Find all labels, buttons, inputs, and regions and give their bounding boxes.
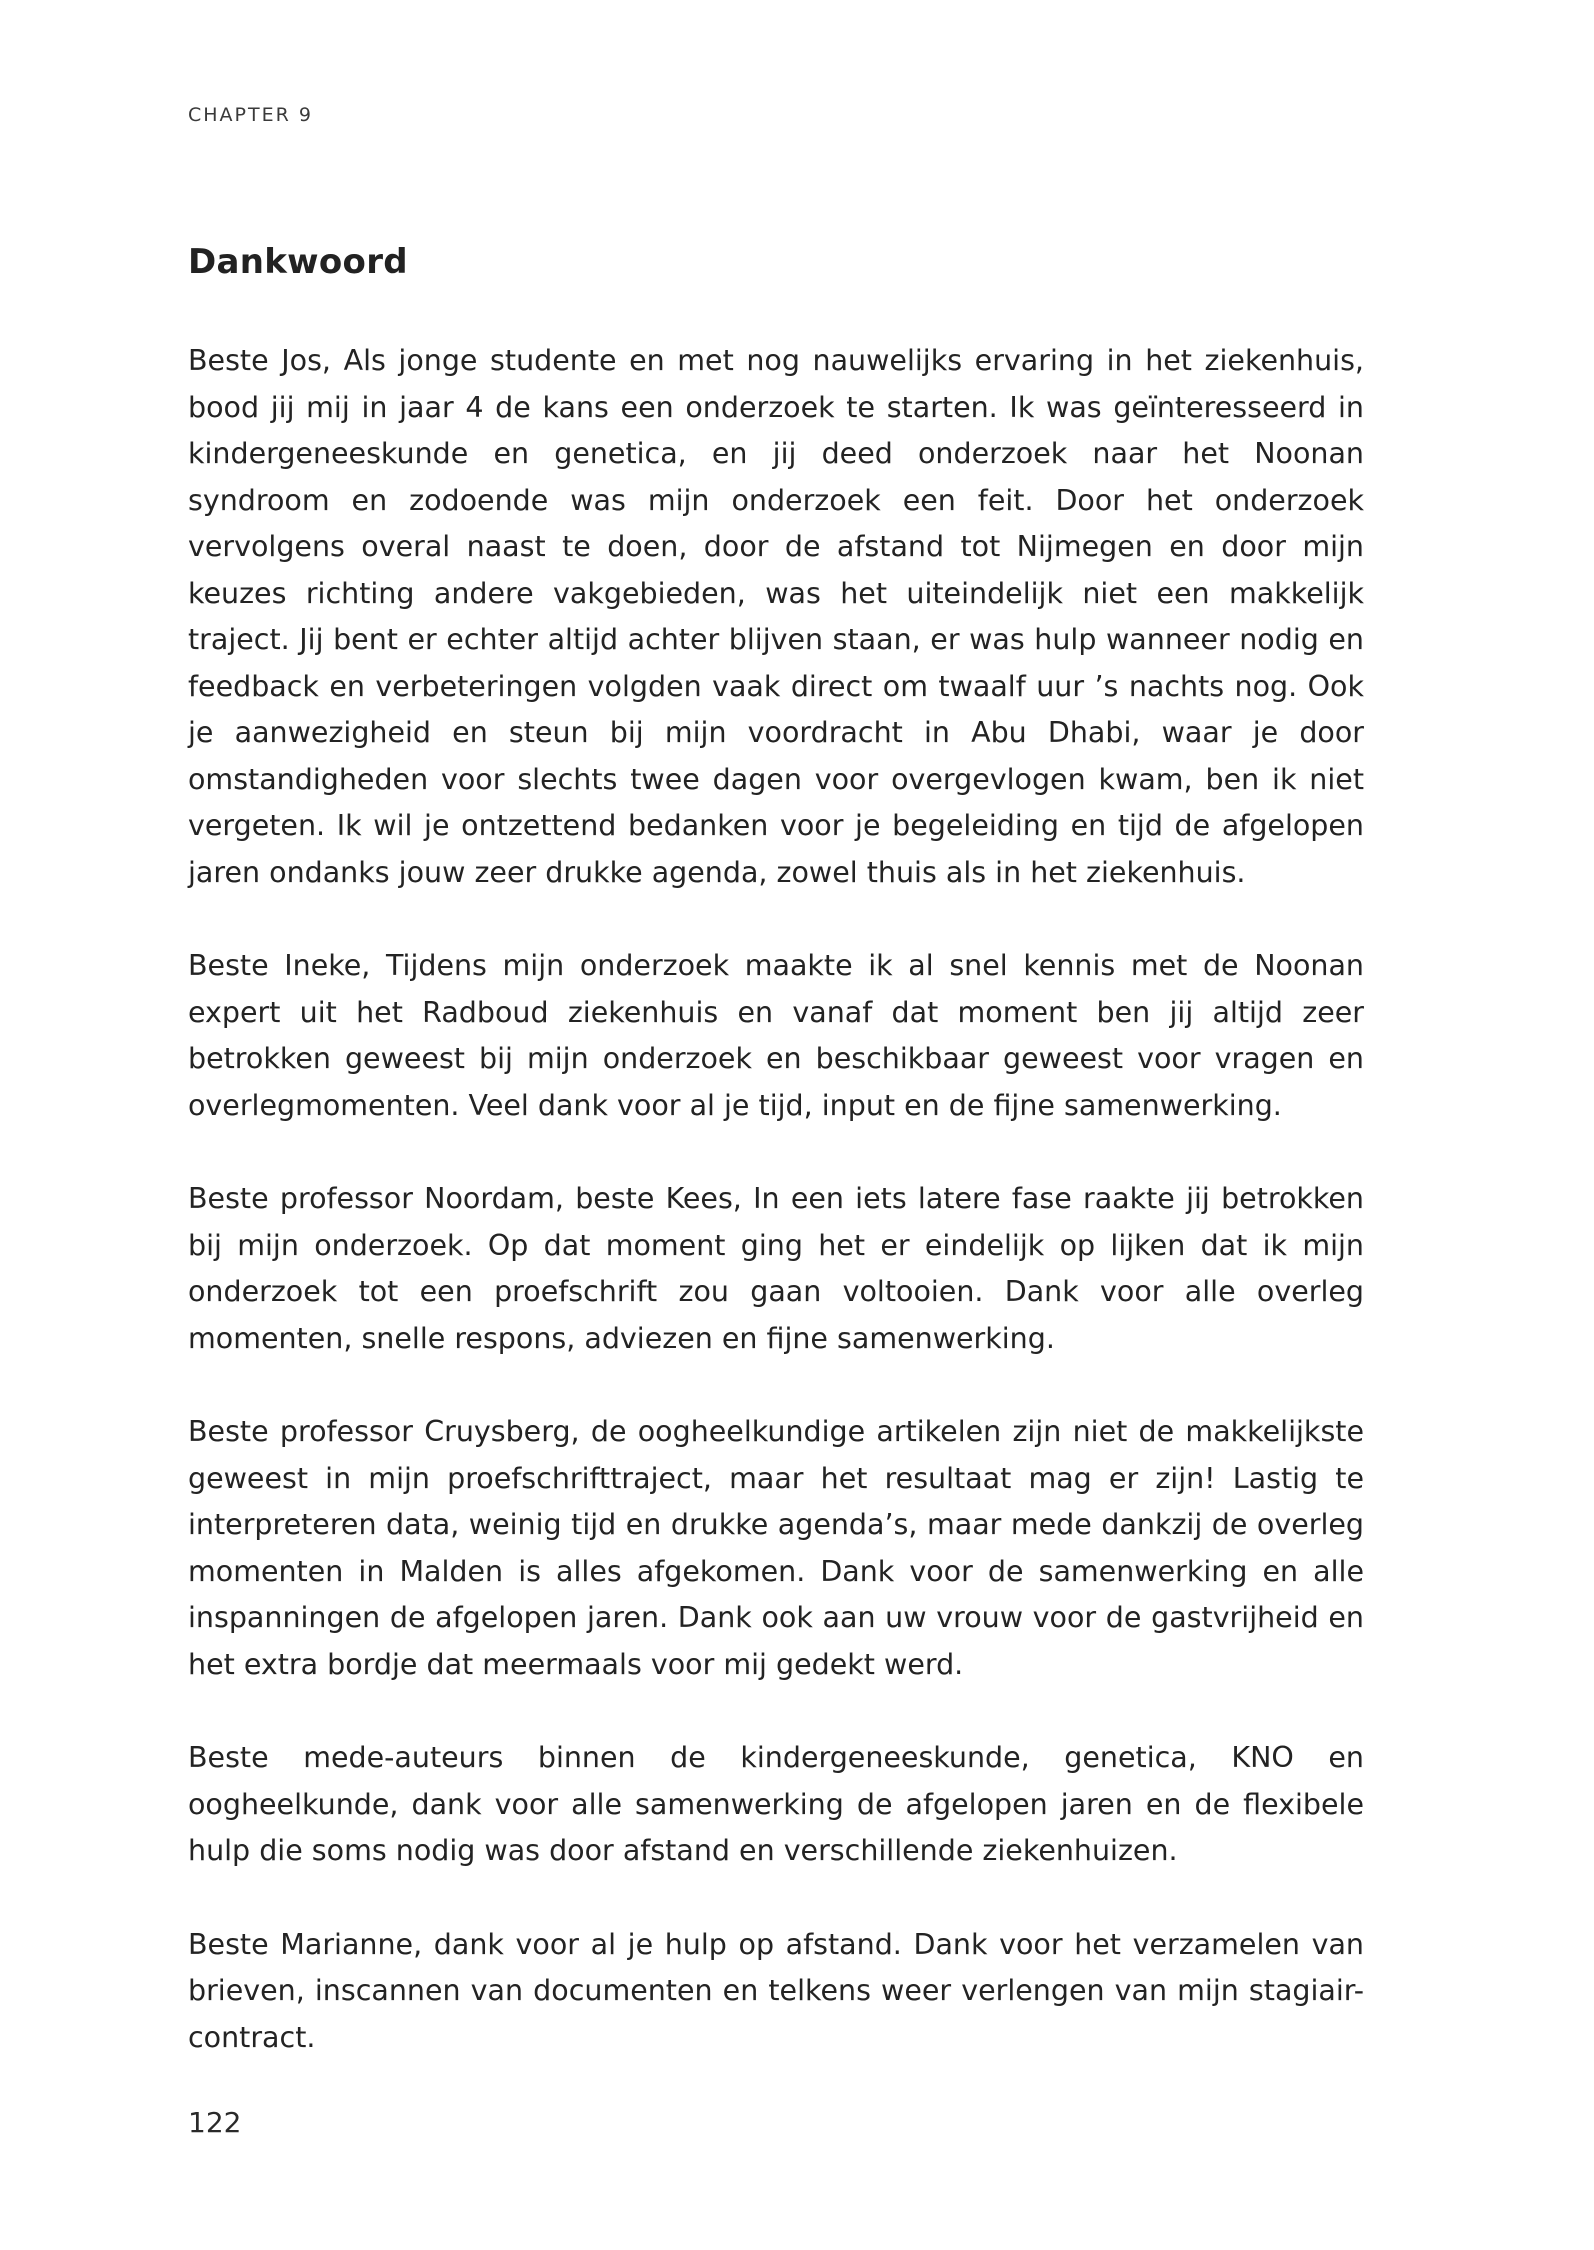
paragraph-cruysberg: Beste professor Cruysberg, de oogheelkundige artikelen zijn niet de makkelijkste geweest in mijn proefschrifttraject, maar het resultaat mag er zijn! Lastig te interpreteren data, weinig tijd en drukke agenda’s, maar mede dankzij de overleg momenten in Malden is alles afgekomen. Dank voor de samenwerking en alle inspanningen de afgelopen jaren. Dank ook aan uw vrouw voor de gastvrijheid en het extra bordje dat meermaals voor mij gedekt werd.: [188, 1415, 1364, 1681]
paragraph-ineke: Beste Ineke, Tijdens mijn onderzoek maakte ik al snel kennis met de Noonan expert uit het Radboud ziekenhuis en vanaf dat moment ben jij altijd zeer betrokken geweest bij mijn onderzoek en beschikbaar geweest voor vragen en overlegmomenten. Veel dank voor al je tijd, input en de fijne samenwerking.: [188, 949, 1364, 1122]
page-number: 122: [188, 2106, 242, 2139]
paragraph-noordam: Beste professor Noordam, beste Kees, In een iets latere fase raakte jij betrokken bij mijn onderzoek. Op dat moment ging het er eindelijk op lijken dat ik mijn onderzoek tot een proefschrift zou gaan voltooien. Dank voor alle overleg momenten, snelle respons, adviezen en fijne samenwerking.: [188, 1182, 1364, 1355]
page-title: Dankwoord: [188, 242, 408, 282]
running-header: CHAPTER 9: [188, 104, 313, 126]
paragraph-jos: Beste Jos, Als jonge studente en met nog nauwelijks ervaring in het ziekenhuis, bood jij mij in jaar 4 de kans een onderzoek te starten. Ik was geïnteresseerd in kindergeneeskunde en genetica, en jij deed onderzoek naar het Noonan syndroom en zodoende was mijn onderzoek een feit. Door het onderzoek vervolgens overal naast te doen, door de afstand tot Nijmegen en door mijn keuzes richting andere vakgebieden, was het uiteindelijk niet een makkelijk traject. Jij bent er echter altijd achter blijven staan, er was hulp wanneer nodig en feedback en verbeteringen volgden vaak direct om twaalf uur ’s nachts nog. Ook je aanwezigheid en steun bij mijn voordracht in Abu Dhabi, waar je door omstandigheden voor slechts twee dagen voor overgevlogen kwam, ben ik niet vergeten. Ik wil je ontzettend bedanken voor je begeleiding en tijd de afgelopen jaren ondanks jouw zeer drukke agenda, zowel thuis als in het ziekenhuis.: [188, 344, 1364, 889]
paragraph-marianne: Beste Marianne, dank voor al je hulp op afstand. Dank voor het verzamelen van brieven, inscannen van documenten en telkens weer verlengen van mijn stagiair-contract.: [188, 1927, 1364, 2054]
body-text: [188, 338, 1364, 2108]
paragraph-co-authors: Beste mede-auteurs binnen de kindergeneeskunde, genetica, KNO en oogheelkunde, dank voor alle samenwerking de afgelopen jaren en de flexibele hulp die soms nodig was door afstand en verschillende ziekenhuizen.: [188, 1741, 1364, 1867]
